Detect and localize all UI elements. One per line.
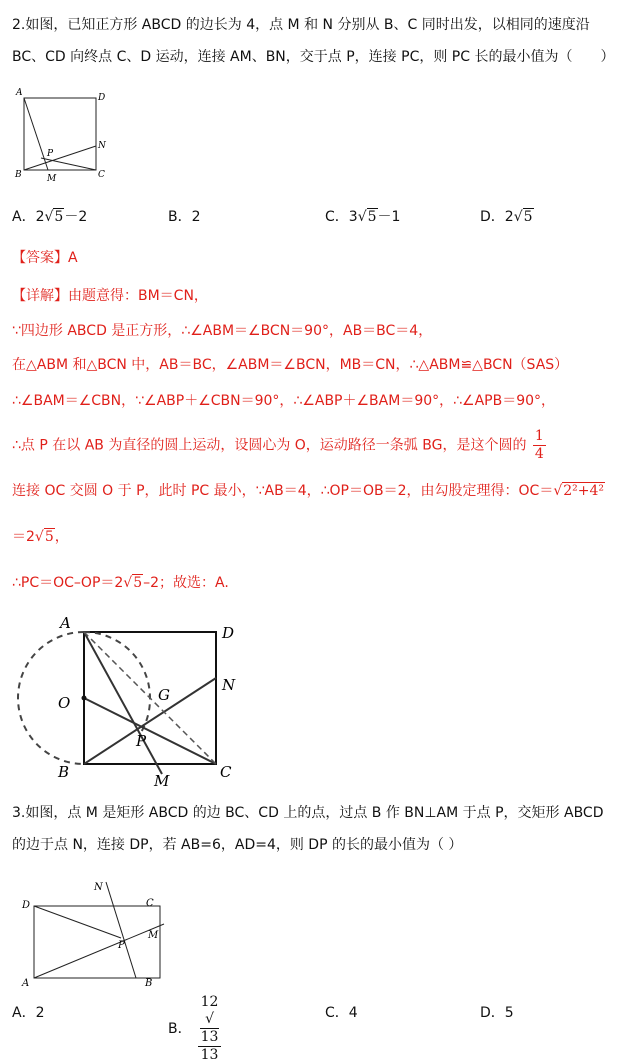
q3-option-c[interactable]: C．4 bbox=[325, 1005, 358, 1021]
fig-label-d: D bbox=[222, 624, 235, 642]
q2-option-b[interactable]: B．2 bbox=[168, 209, 201, 225]
q2-stem-line2: BC、CD 向终点 C、D 运动，连接 AM、BN，交于点 P，连接 PC，则 PC 长的最小值为（ ） bbox=[12, 49, 615, 65]
solution-line3: 在△ABM 和△BCN 中，AB＝BC，∠ABM＝∠BCN，MB＝CN，∴△ABM≌△BCN（SAS） bbox=[12, 357, 569, 373]
q3-label-a: A bbox=[22, 978, 30, 989]
q2-label-m: M bbox=[47, 174, 57, 184]
fig-label-n: N bbox=[222, 676, 236, 694]
solution-line1: 【详解】由题意得：BM＝CN， bbox=[12, 288, 208, 304]
solution-line4: ∴∠BAM＝∠CBN，∵∠ABP＋∠CBN＝90°，∴∠ABP＋∠BAM＝90°，∴∠APB＝90°， bbox=[12, 393, 556, 409]
q3-option-a[interactable]: A．2 bbox=[12, 1005, 45, 1021]
sqrt-symbol: √5 bbox=[357, 209, 377, 225]
q2-option-a[interactable]: A．2√5－2 bbox=[12, 209, 88, 225]
sqrt-symbol: √5 bbox=[44, 209, 64, 225]
sqrt-symbol: √2²+4² bbox=[553, 483, 605, 499]
solution-figure bbox=[0, 606, 260, 792]
q3-option-b[interactable]: B． 12 √ 13 13 bbox=[168, 994, 221, 1064]
q2-option-c[interactable]: C．3√5－1 bbox=[325, 209, 401, 225]
fig-label-a: A bbox=[60, 614, 71, 632]
q2-label-c: C bbox=[98, 170, 105, 180]
q3-stem-line1: 3.如图，点 M 是矩形 ABCD 的边 BC、CD 上的点，过点 B 作 BN⊥AM 于点 P，交矩形 ABCD bbox=[12, 805, 604, 821]
q2-label-d: D bbox=[98, 93, 106, 103]
fraction: 12 √ 13 13 bbox=[198, 994, 222, 1064]
sqrt-symbol: √5 bbox=[513, 209, 533, 225]
solution-line5: ∴点 P 在以 AB 为直径的圆上运动，设圆心为 O，运动路径一条弧 BG，是这个圆的 $\frac{1}{4}$ bbox=[12, 428, 544, 462]
q3-label-n: N bbox=[94, 882, 103, 893]
fig-label-m: M bbox=[154, 772, 170, 790]
q3-label-m: M bbox=[148, 930, 159, 941]
q3-stem-line2: 的边于点 N，连接 DP，若 AB=6，AD=4，则 DP 的长的最小值为（ ） bbox=[12, 837, 463, 853]
fig-label-o: O bbox=[58, 694, 71, 712]
fig-label-c: C bbox=[220, 763, 232, 781]
q2-figure bbox=[10, 84, 120, 184]
q2-label-p: P bbox=[47, 149, 54, 159]
sqrt-symbol: √ 13 bbox=[200, 1011, 219, 1045]
solution-line2: ∵四边形 ABCD 是正方形，∴∠ABM＝∠BCN＝90°，AB＝BC＝4， bbox=[12, 323, 433, 339]
answer-label: 【答案】A bbox=[12, 250, 78, 266]
q3-figure bbox=[18, 874, 178, 992]
solution-line7: ＝2√5， bbox=[12, 529, 69, 545]
sqrt-symbol: √5 bbox=[34, 529, 54, 545]
sqrt-symbol: √5 bbox=[123, 575, 143, 591]
q2-label-a: A bbox=[16, 88, 23, 98]
solution-line8: ∴PC＝OC–OP＝2√5–2；故选：A. bbox=[12, 575, 229, 591]
q3-label-b: B bbox=[145, 978, 153, 989]
q3-label-p: P bbox=[118, 940, 125, 951]
q3-label-d: D bbox=[22, 900, 31, 911]
q3-label-c: C bbox=[146, 898, 154, 909]
fig-label-p: P bbox=[136, 732, 147, 750]
q2-label-b: B bbox=[15, 170, 22, 180]
q2-stem-line1: 2.如图，已知正方形 ABCD 的边长为 4，点 M 和 N 分别从 B、C 同时出发，以相同的速度沿 bbox=[12, 17, 590, 33]
q3-option-d[interactable]: D．5 bbox=[480, 1005, 514, 1021]
q2-option-d[interactable]: D．2√5 bbox=[480, 209, 533, 225]
fig-label-g: G bbox=[158, 686, 170, 704]
solution-line6: 连接 OC 交圆 O 于 P，此时 PC 最小，∵AB＝4，∴OP＝OB＝2，由勾股定理得：OC＝√2²+4² bbox=[12, 483, 605, 499]
fig-label-b: B bbox=[58, 763, 70, 781]
q2-label-n: N bbox=[98, 141, 106, 151]
quarter-fraction: $\frac{1}{4}$ bbox=[534, 428, 544, 462]
